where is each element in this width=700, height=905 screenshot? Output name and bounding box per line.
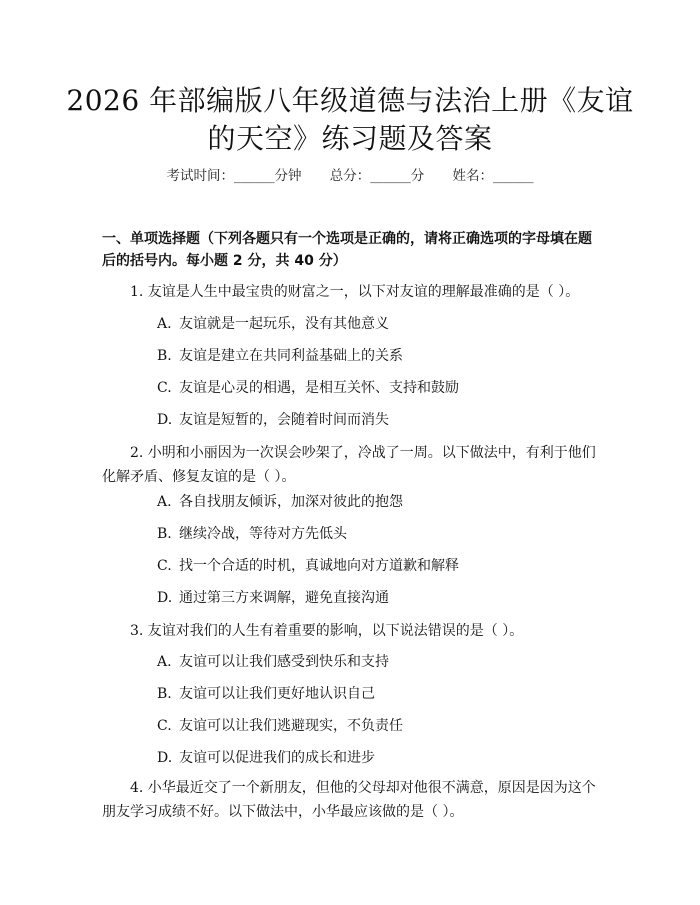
question-2-option-b	[157, 524, 597, 544]
option-text: 通过第三方来调解，避免直接沟通	[179, 590, 389, 606]
title-line-2: 的天空》练习题及答案	[207, 122, 493, 155]
section-heading: 一、单项选择题（下列各题只有一个选项是正确的，请将正确选项的字母填在题后的括号内。每小题 2 分，共 40 分）	[102, 231, 592, 269]
question-1-option-b	[157, 346, 597, 366]
option-letter: D.	[157, 590, 173, 606]
question-3-option-b	[157, 684, 597, 704]
option-text: 友谊是建立在共同利益基础上的关系	[179, 348, 403, 364]
option-letter: B.	[157, 686, 172, 702]
option-text: 友谊是心灵的相遇，是相互关怀、支持和鼓励	[179, 380, 459, 396]
question-2-option-c	[157, 556, 597, 576]
option-text: 找一个合适的时机，真诚地向对方道歉和解释	[179, 558, 459, 574]
option-text: 友谊可以让我们感受到快乐和支持	[179, 654, 389, 670]
exam-time-field: 考试时间：______分钟	[166, 168, 302, 184]
option-letter: B.	[157, 348, 172, 364]
option-text: 友谊就是一起玩乐，没有其他意义	[179, 316, 389, 332]
question-stem: 2. 小明和小丽因为一次误会吵架了，冷战了一周。以下做法中，有利于他们化解矛盾、修复友谊的是（ ）。	[102, 445, 596, 485]
option-letter: D.	[157, 750, 173, 766]
option-letter: A.	[157, 316, 172, 332]
option-letter: C.	[157, 380, 172, 396]
option-text: 友谊是短暂的，会随着时间而消失	[179, 412, 389, 428]
name-field: 姓名：______	[452, 168, 534, 184]
question-3-option-d	[157, 748, 597, 768]
question-1-option-c	[157, 378, 597, 398]
exam-meta	[0, 166, 700, 186]
question-1	[102, 280, 602, 304]
question-3-option-c	[157, 716, 597, 736]
option-letter: B.	[157, 526, 172, 542]
document-title	[60, 82, 640, 158]
option-text: 友谊可以促进我们的成长和进步	[179, 750, 375, 766]
option-text: 友谊可以让我们更好地认识自己	[179, 686, 375, 702]
option-letter: A.	[157, 654, 172, 670]
title-line-1: 2026 年部编版八年级道德与法治上册《友谊	[66, 84, 634, 117]
question-2	[102, 441, 602, 489]
option-letter: C.	[157, 718, 172, 734]
option-letter: C.	[157, 558, 172, 574]
option-text: 各自找朋友倾诉，加深对彼此的抱怨	[179, 494, 403, 510]
option-text: 继续冷战，等待对方先低头	[179, 526, 347, 542]
question-3-option-a	[157, 652, 597, 672]
option-letter: A.	[157, 494, 172, 510]
question-2-option-a	[157, 492, 597, 512]
question-1-option-a	[157, 314, 597, 334]
question-1-option-d	[157, 410, 597, 430]
question-4	[102, 776, 602, 824]
option-letter: D.	[157, 412, 173, 428]
question-stem: 3. 友谊对我们的人生有着重要的影响，以下说法错误的是（ ）。	[130, 623, 524, 639]
question-stem: 4. 小华最近交了一个新朋友，但他的父母却对他很不满意，原因是因为这个朋友学习成绩不好。以下做法中，小华最应该做的是（ ）。	[102, 780, 596, 820]
question-3	[102, 619, 602, 643]
total-score-field: 总分：______分	[329, 168, 425, 184]
question-2-option-d	[157, 588, 597, 608]
question-stem: 1. 友谊是人生中最宝贵的财富之一，以下对友谊的理解最准确的是（ ）。	[130, 284, 580, 300]
option-text: 友谊可以让我们逃避现实，不负责任	[179, 718, 403, 734]
